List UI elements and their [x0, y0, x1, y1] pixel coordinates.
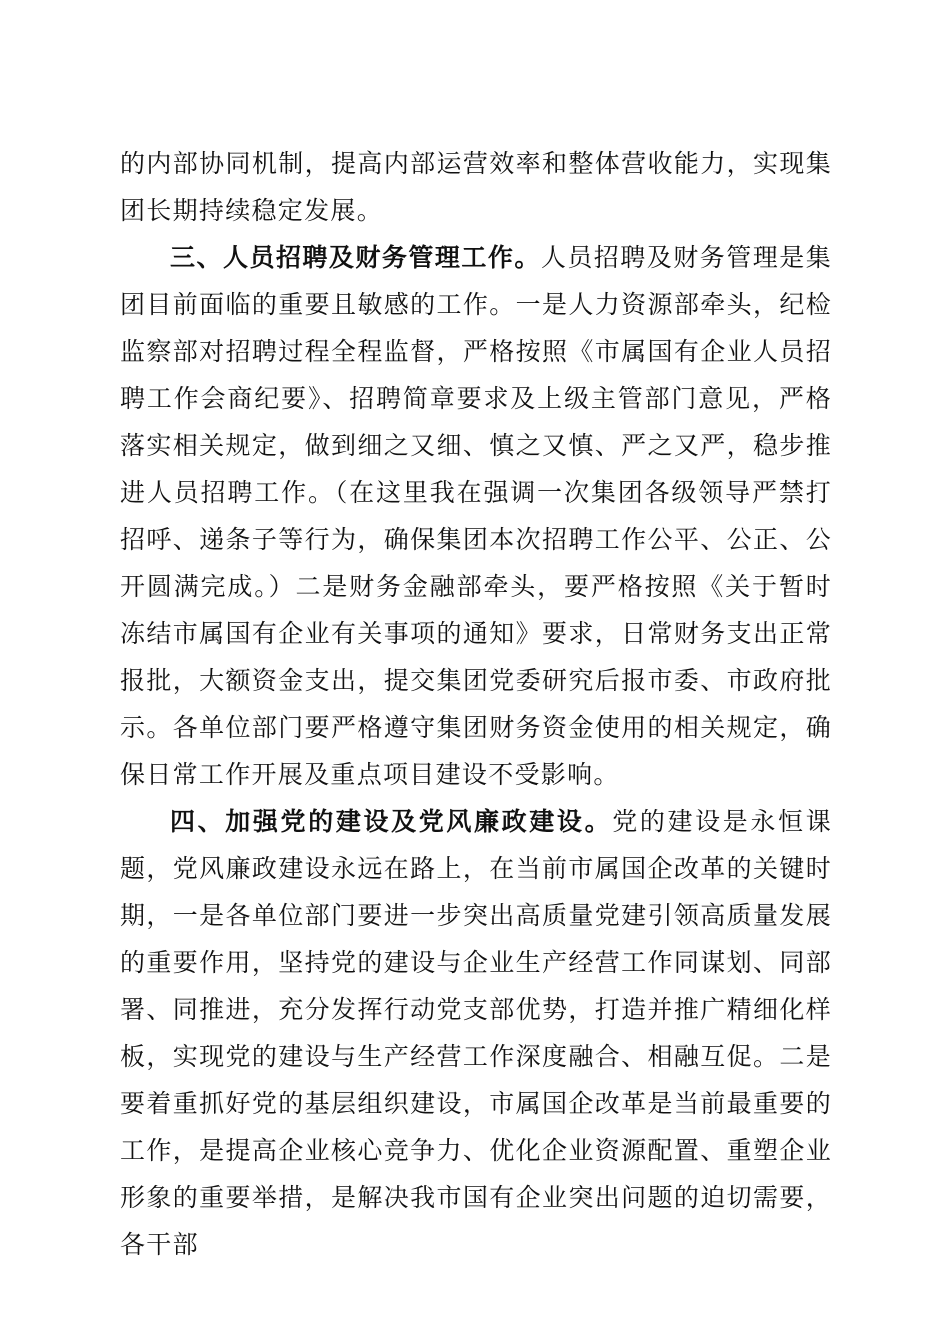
paragraph-section-4 [120, 798, 832, 1268]
paragraph-body: 党的建设是永恒课题，党风廉政建设永远在路上，在当前市属国企改革的关键时期，一是各单位部门要进一步突出高质量党建引领高质量发展的重要作用，坚持党的建设与企业生产经营工作同谋划、同部署、同推进，充分发挥行动党支部优势，打造并推广精细化样板，实现党的建设与生产经营工作深度融合、相融互促。二是要着重抓好党的基层组织建设，市属国企改革是当前最重要的工作，是提高企业核心竞争力、优化企业资源配置、重塑企业形象的重要举措，是解决我市国有企业突出问题的迫切需要，各干部 [120, 807, 832, 1259]
paragraph-body: 的内部协同机制，提高内部运营效率和整体营收能力，实现集团长期持续稳定发展。 [120, 149, 832, 225]
paragraph-body: 人员招聘及财务管理是集团目前面临的重要且敏感的工作。一是人力资源部牵头，纪检监察部对招聘过程全程监督，严格按照《市属国有企业人员招聘工作会商纪要》、招聘简章要求及上级主管部门意见，严格落实相关规定，做到细之又细、慎之又慎、严之又严，稳步推进人员招聘工作。（在这里我在强调一次集团各级领导严禁打招呼、递条子等行为，确保集团本次招聘工作公平、公正、公开圆满完成。）二是财务金融部牵头，要严格按照《关于暂时冻结市属国有企业有关事项的通知》要求，日常财务支出正常报批，大额资金支出，提交集团党委研究后报市委、市政府批示。各单位部门要严格遵守集团财务资金使用的相关规定，确保日常工作开展及重点项目建设不受影响。 [120, 243, 832, 789]
paragraph-continuation [120, 140, 832, 234]
section-heading-party-building: 四、加强党的建设及党风廉政建设。 [170, 807, 613, 836]
section-heading-recruitment-finance: 三、人员招聘及财务管理工作。 [170, 243, 541, 272]
document-body [120, 140, 832, 1268]
paragraph-section-3 [120, 234, 832, 798]
